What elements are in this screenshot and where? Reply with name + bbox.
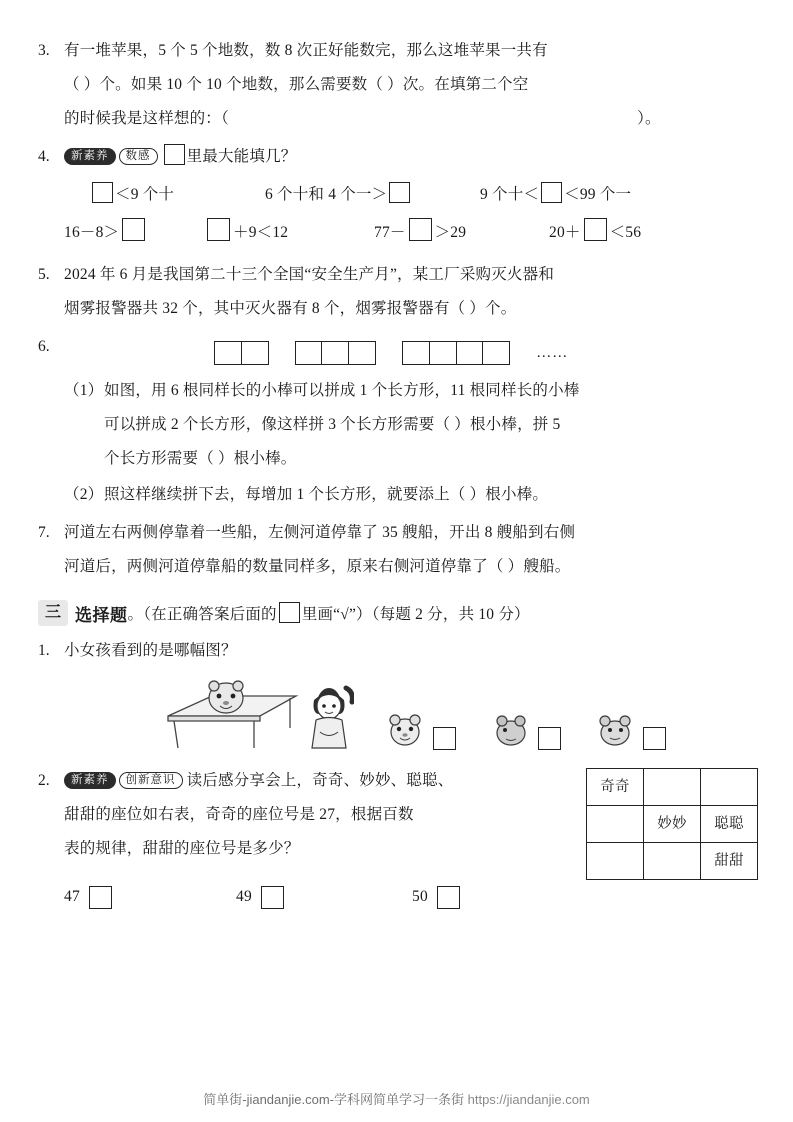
question-6 [38,330,758,512]
choice-question-2-line-2: 甜甜的座位如右表，奇奇的座位号是 27，根据百数 [64,806,414,823]
number-sense-badge: 数感 [119,148,158,165]
ellipsis: …… [536,345,569,361]
answer-box[interactable] [541,182,562,203]
rect-cell [241,341,269,365]
question-4-number: 4. [38,148,50,165]
question-6-sub-2-line-1: 照这样继续拼下去，每增加 1 个长方形，就要添上（ ）根小棒。 [104,486,549,503]
expr-7-pre: 20＋ [549,224,581,241]
table-row [587,769,758,806]
question-6-sub-1-line-1: 如图，用 6 根同样长的小棒可以拼成 1 个长方形，11 根同样长的小棒 [104,382,580,399]
section-instruction-a: 。（在正确答案后面的 [127,606,277,623]
question-6-sub-2 [64,478,758,512]
section-instruction-b: 里画“√”）（每题 2 分，共 10 分） [301,606,530,623]
question-3-line-2: （ ）个。如果 10 个 10 个地数，那么需要数（ ）次。在填第二个空 [64,76,529,93]
answer-option-49[interactable] [236,880,412,914]
question-6-sub-1-label: （1） [64,382,104,399]
question-3-line-1: 有一堆苹果，5 个 5 个地数，数 8 次正好能数完，那么这堆苹果一共有 [64,42,548,59]
footer-right: https://jiandanjie.com [467,1092,590,1107]
cell-r3c2 [644,843,701,880]
hamster-side-icon [489,706,531,750]
worksheet-content [38,34,758,916]
answer-option-49-label: 49 [236,888,252,905]
choice-question-2-line-1 [64,764,554,798]
expr-4-text: 16－8＞ [64,224,120,241]
cell-r1c1: 奇奇 [587,769,644,806]
footer-left: 简单街-jiandanjie.com-学科网简单学习一条街 [203,1092,464,1107]
new-literacy-badge: 新素养 [64,772,116,789]
question-6-sub-1-line-3: 个长方形需要（ ）根小棒。 [104,450,297,467]
question-6-sub-2-label: （2） [64,486,104,503]
question-4-prompt-line [64,140,758,174]
answer-box[interactable] [437,886,460,909]
rect-group-3 [295,341,376,365]
question-6-figure [64,330,758,372]
section-header-choice [38,600,758,626]
expr-2 [265,176,480,214]
question-7-number: 7. [38,524,50,541]
cell-r1c2 [644,769,701,806]
expr-3 [480,176,710,214]
question-5-number: 5. [38,266,50,283]
expr-3-pre: 9 个十＜ [480,186,540,203]
question-5-line-2: 烟雾报警器共 32 个，其中灭火器有 8 个，烟雾报警器有（ ）个。 [64,300,517,317]
question-3-line-3 [64,102,758,136]
answer-box[interactable] [409,218,432,241]
choice-question-1-number: 1. [38,642,50,659]
answer-box[interactable] [261,886,284,909]
choice-question-2-number: 2. [38,772,50,789]
expr-6-pre: 77－ [374,224,406,241]
choice-question-2-text-1: 读后感分享会上，奇奇、妙妙、聪聪、 [186,772,454,789]
table-row [587,843,758,880]
question-4-prompt: 里最大能填几？ [186,148,297,165]
rect-cell [295,341,323,365]
question-4-row-2 [64,214,758,252]
section-title: 选择题 [75,605,128,625]
expr-5-text: ＋9＜12 [233,224,289,241]
question-7-line-1: 河道左右两侧停靠着一些船，左侧河道停靠了 35 艘船，开出 8 艘船到右侧 [64,524,576,541]
rect-group-4 [402,341,510,365]
rect-group-2 [214,341,269,365]
rect-cell [214,341,242,365]
choice-option-a[interactable] [384,706,459,750]
question-6-number: 6. [38,338,50,355]
cell-r3c1 [587,843,644,880]
answer-box[interactable] [92,182,113,203]
innovation-badge: 创新意识 [119,772,183,789]
question-7 [38,516,758,584]
expr-1-text: ＜9 个十 [115,186,175,203]
choice-question-2-line-3: 表的规律，甜甜的座位号是多少？ [64,840,300,857]
choice-option-c[interactable] [594,706,669,750]
answer-option-50-label: 50 [412,888,428,905]
cell-r2c3: 聪聪 [701,806,758,843]
question-6-sub-1 [64,374,758,476]
question-7-line-2: 河道后，两侧河道停靠船的数量同样多，原来右侧河道停靠了（ ）艘船。 [64,558,571,575]
cell-r3c3: 甜甜 [701,843,758,880]
question-3-line-3a: 的时候我是这样想的：（ [64,110,229,127]
hamster-back-icon [594,706,636,750]
expr-4 [64,214,204,252]
question-4 [38,140,758,252]
expr-2-text: 6 个十和 4 个一＞ [265,186,388,203]
expr-7-post: ＜56 [609,224,642,241]
answer-box[interactable] [164,144,185,165]
rect-cell [456,341,484,365]
rect-cell [402,341,430,365]
answer-box[interactable] [584,218,607,241]
choice-question-1-images [64,668,758,754]
rect-cell [348,341,376,365]
question-5-line-1: 2024 年 6 月是我国第二十三个全国“安全生产月”，某工厂采购灭火器和 [64,266,555,283]
question-4-expressions [64,176,758,252]
footer-watermark [0,1089,793,1108]
expr-3-post: ＜99 个一 [564,186,632,203]
question-3-number: 3. [38,42,50,59]
section-instruction [128,602,530,624]
question-5 [38,258,758,326]
answer-box[interactable] [433,727,456,750]
answer-box[interactable] [89,886,112,909]
choice-option-b[interactable] [489,706,564,750]
choice-question-1-text: 小女孩看到的是哪幅图？ [64,642,237,659]
hamster-front-icon [384,706,426,750]
seat-table [586,768,758,880]
rect-cell [482,341,510,365]
answer-box[interactable] [279,602,300,623]
seat-table-wrapper [586,768,758,880]
answer-box[interactable] [538,727,561,750]
expr-6 [374,214,549,252]
answer-box[interactable] [643,727,666,750]
choice-question-2 [38,764,758,914]
cell-r2c2: 妙妙 [644,806,701,843]
answer-box[interactable] [122,218,145,241]
answer-option-50[interactable] [412,880,463,914]
rect-cell [429,341,457,365]
question-4-row-1 [64,176,758,214]
choice-question-1 [38,634,758,754]
question-3-line-3b: ）。 [637,110,661,127]
expr-1 [90,176,265,214]
answer-box[interactable] [389,182,410,203]
cell-r1c3 [701,769,758,806]
new-literacy-badge: 新素养 [64,148,116,165]
question-3 [38,34,758,136]
expr-6-post: ＞29 [434,224,467,241]
answer-option-47[interactable] [64,880,236,914]
answer-box[interactable] [207,218,230,241]
table-row [587,806,758,843]
expr-7 [549,214,641,252]
cell-r2c1 [587,806,644,843]
rect-cell [321,341,349,365]
scene-illustration [164,678,354,750]
question-6-sub-1-line-2: 可以拼成 2 个长方形，像这样拼 3 个长方形需要（ ）根小棒，拼 5 [104,416,561,433]
section-number: 三 [38,600,68,626]
answer-option-47-label: 47 [64,888,80,905]
expr-5 [204,214,374,252]
